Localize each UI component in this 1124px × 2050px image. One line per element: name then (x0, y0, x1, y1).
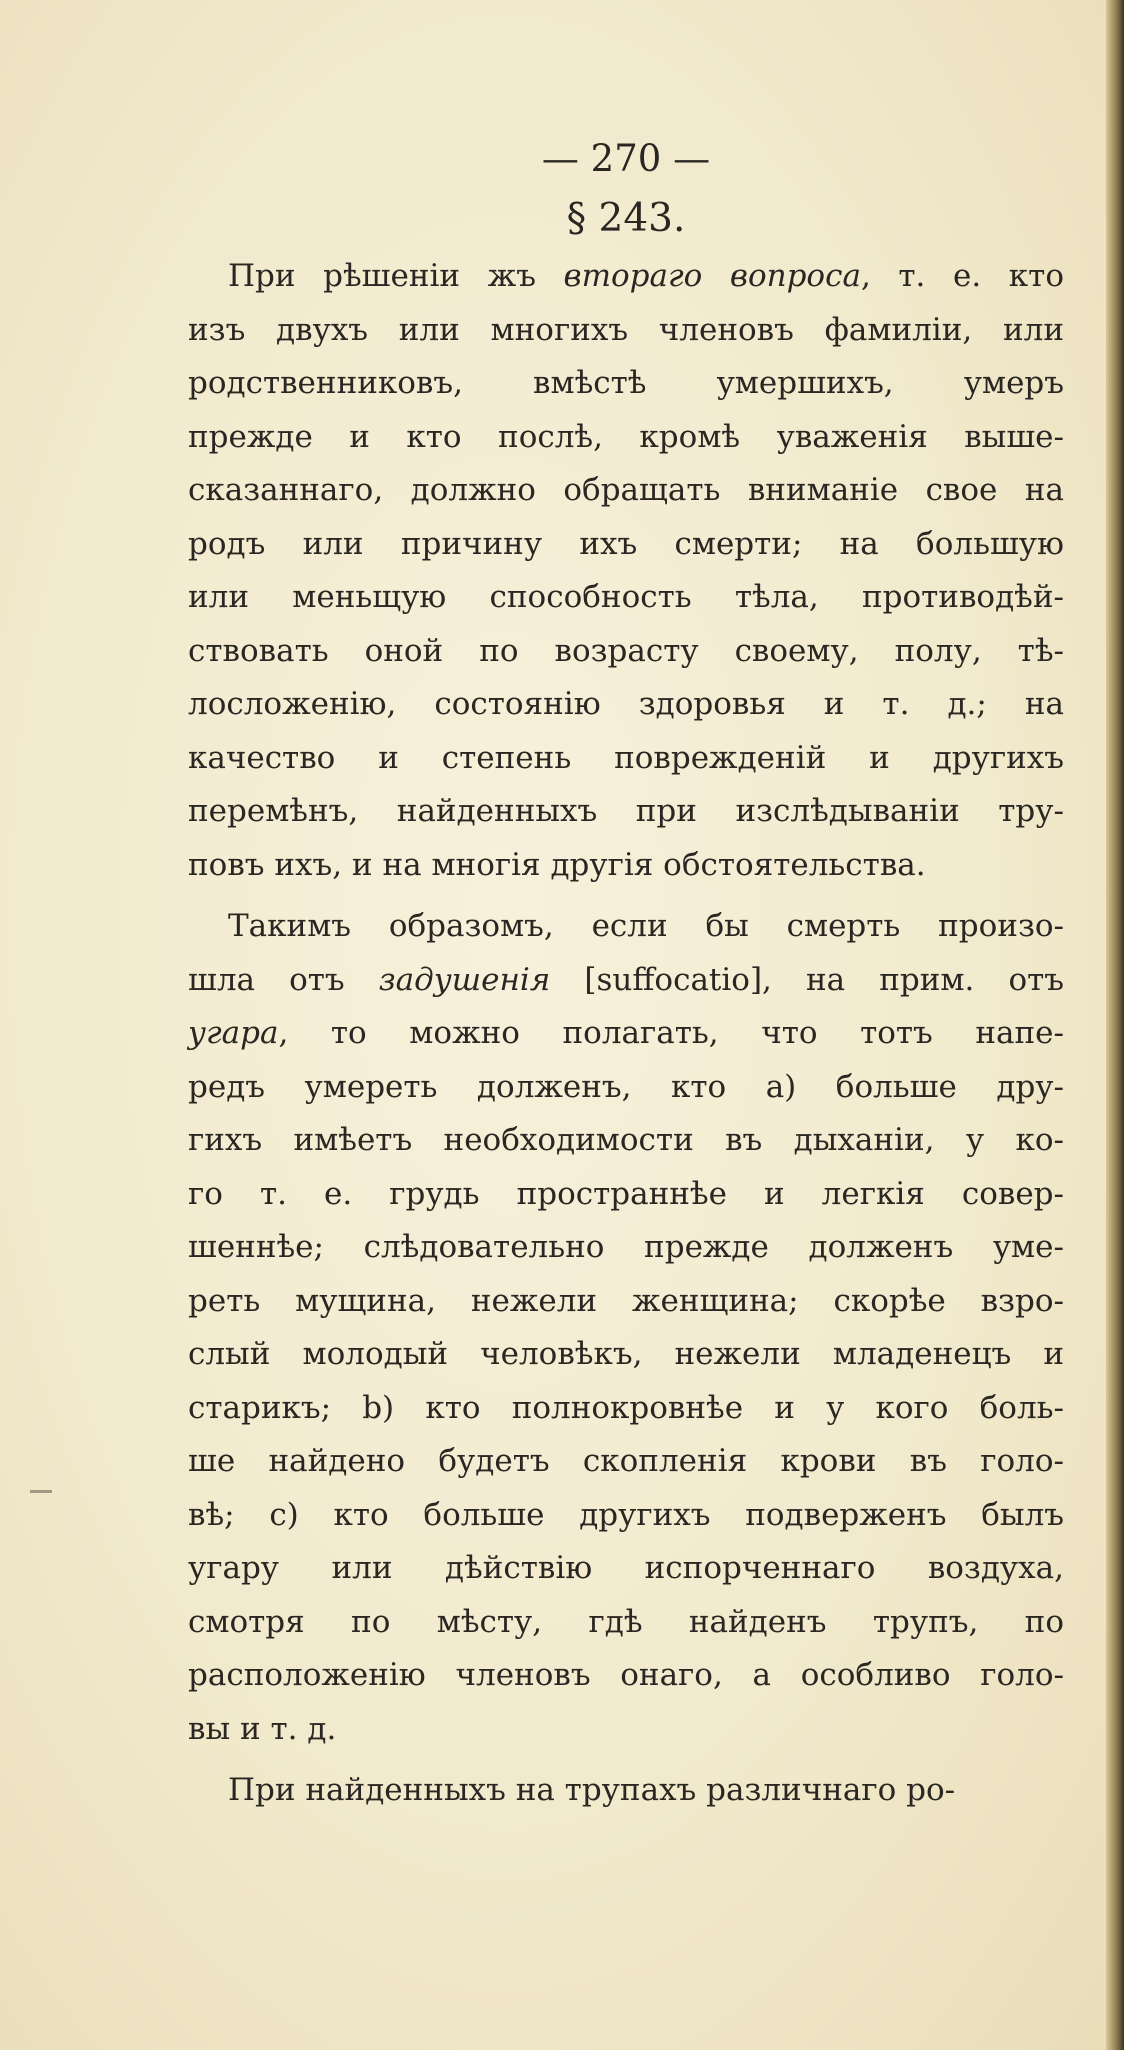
italic-text: задушенія (378, 961, 551, 998)
text-span: старикъ; b) кто полнокровнѣе и у кого боль- (188, 1389, 1064, 1426)
text-line (188, 1489, 1064, 1543)
page-text (188, 130, 1064, 1818)
paragraph-gap (188, 892, 1064, 900)
text-line (188, 304, 1064, 358)
text-line (188, 785, 1064, 839)
text-span: вѣ; c) кто больше другихъ подверженъ былъ (188, 1496, 1064, 1533)
text-line (188, 900, 1064, 954)
text-span: качество и степень поврежденій и другихъ (188, 739, 1064, 776)
text-span: При найденныхъ на трупахъ различнаго ро- (228, 1772, 956, 1808)
page-edge-shadow (1106, 0, 1124, 2050)
paragraph (188, 1764, 1064, 1818)
text-line (188, 1328, 1064, 1382)
text-line (188, 1435, 1064, 1489)
text-span: слый молодый человѣкъ, нежели младенецъ и (188, 1336, 1064, 1372)
paragraph (188, 900, 1064, 1756)
text-line (188, 464, 1064, 518)
text-span: ше найдено будетъ скопленія крови въ голо- (188, 1443, 1064, 1479)
text-span: родъ или причину ихъ смерти; на большую (188, 525, 1064, 562)
text-span: расположенію членовъ онаго, а особливо голо- (188, 1657, 1064, 1693)
section-heading: § 243. (566, 196, 686, 241)
text-span: лосложенію, состоянію здоровья и т. д.; на (188, 686, 1064, 722)
text-span: ствовать оной по возрасту своему, полу, тѣ- (188, 632, 1064, 669)
text-line (188, 1221, 1064, 1275)
text-line (188, 1275, 1064, 1329)
text-line (188, 518, 1064, 572)
paragraph-gap (188, 1756, 1064, 1764)
text-span: го т. е. грудь пространнѣе и легкія совер- (188, 1175, 1064, 1212)
text-span: При рѣшеніи жъ (228, 258, 564, 294)
body-text (188, 250, 1064, 1818)
text-span: Такимъ образомъ, если бы смерть произо- (228, 908, 1064, 944)
text-span: , то можно полагать, что тотъ напе- (278, 1015, 1064, 1051)
text-line (188, 678, 1064, 732)
text-line (188, 1168, 1064, 1222)
text-line (188, 250, 1064, 304)
text-line (188, 1061, 1064, 1115)
text-span: изъ двухъ или многихъ членовъ фамиліи, или (188, 311, 1064, 348)
italic-text: угара (188, 1015, 279, 1051)
text-span: гихъ имѣетъ необходимости въ дыханіи, у ко- (188, 1122, 1064, 1158)
text-line (188, 1649, 1064, 1703)
text-line (188, 625, 1064, 679)
text-line (188, 732, 1064, 786)
text-span: или меньщую способность тѣла, противодѣй- (188, 579, 1064, 615)
text-span: редъ умереть долженъ, кто a) больше дру- (188, 1068, 1064, 1105)
text-line (188, 839, 1064, 893)
text-span: , т. е. кто (860, 258, 1064, 294)
text-span: реть мущина, нежели женщина; скорѣе взро- (188, 1282, 1064, 1319)
text-span: сказаннаго, должно обращать вниманіе свое на (188, 472, 1064, 508)
italic-text: втораго вопроса (563, 258, 861, 294)
text-span: шеннѣе; слѣдовательно прежде долженъ уме- (188, 1229, 1064, 1265)
text-line (188, 954, 1064, 1008)
paragraph (188, 250, 1064, 892)
text-line (188, 1764, 1064, 1818)
text-span: родственниковъ, вмѣстѣ умершихъ, умеръ (188, 365, 1064, 401)
text-span: вы и т. д. (188, 1710, 337, 1747)
text-span: повъ ихъ, и на многія другія обстоятельства. (188, 846, 926, 883)
text-line (188, 1007, 1064, 1061)
text-span: угару или дѣйствію испорченнаго воздуха, (188, 1550, 1064, 1586)
text-line (188, 357, 1064, 411)
text-line (188, 411, 1064, 465)
page-number: — 270 — (541, 137, 711, 180)
text-line (188, 1114, 1064, 1168)
text-line (188, 1703, 1064, 1757)
margin-mark (30, 1490, 52, 1493)
text-span: перемѣнъ, найденныхъ при изслѣдываніи тру- (188, 793, 1064, 829)
text-span: смотря по мѣсту, гдѣ найденъ трупъ, по (188, 1603, 1064, 1640)
text-span: прежде и кто послѣ, кромѣ уваженія выше- (188, 418, 1064, 455)
text-span: [suffocatio], на прим. отъ (550, 961, 1065, 998)
text-line (188, 571, 1064, 625)
text-line (188, 1382, 1064, 1436)
text-line (188, 1542, 1064, 1596)
text-span: шла отъ (188, 961, 379, 998)
text-line (188, 1596, 1064, 1650)
